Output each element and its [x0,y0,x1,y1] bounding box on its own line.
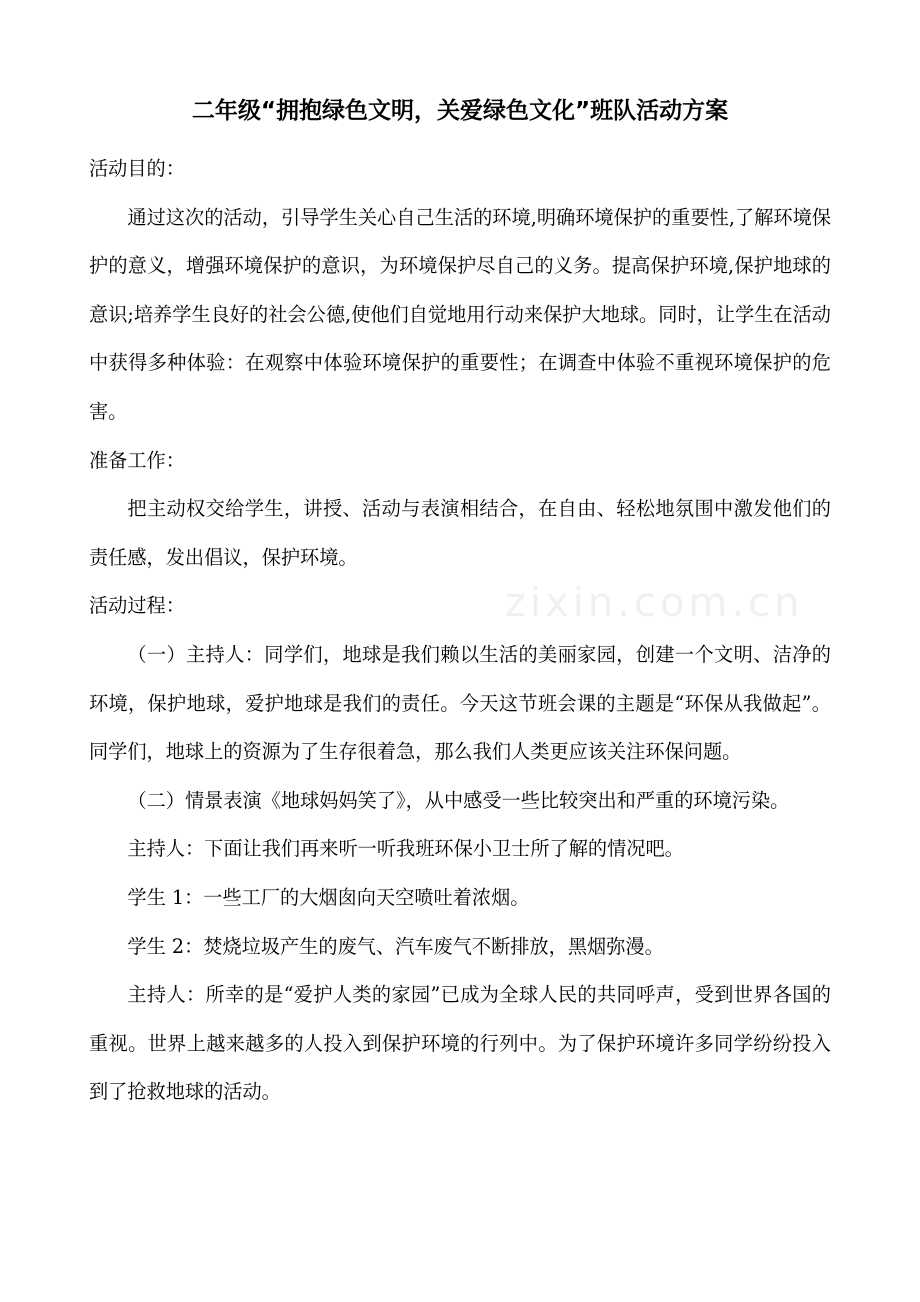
section-heading-preparation: 准备工作： [89,448,185,472]
document-title: 二年级“拥抱绿色文明，关爱绿色文化”班队活动方案 [191,98,729,124]
document-body [89,145,831,1117]
watermark-text: zixin.com.cn [505,580,804,626]
paragraph-host-line-1: 主持人：下面让我们再来听一听我班环保小卫士所了解的情况吧。 [127,837,684,861]
paragraph-preparation: 把主动权交给学生，讲授、活动与表演相结合，在自由、轻松地氛围中激发他们的责任感，发出倡议，保护环境。 [89,497,831,569]
section-heading-purpose: 活动目的： [89,157,185,180]
paragraph-student-2: 学生 2：焚烧垃圾产生的废气、汽车废气不断排放，黑烟弥漫。 [127,934,664,958]
paragraph-process-step-2: （二）情景表演《地球妈妈笑了》，从中感受一些比较突出和严重的环境污染。 [127,788,790,812]
paragraph-process-step-1: （一）主持人：同学们，地球是我们赖以生活的美丽家园，创建一个文明、洁净的环境，保护地球，爱护地球是我们的责任。今天这节班会课的主题是“环保从我做起”。同学们，地球上的资源为了生存很着急，那么我们人类更应该关注环保问题。 [89,642,831,764]
section-heading-process: 活动过程： [89,594,185,618]
paragraph-purpose: 通过这次的活动，引导学生关心自己生活的环境,明确环境保护的重要性,了解环境保护的意义，增强环境保护的意识，为环境保护尽自己的义务。提高保护环境,保护地球的意识;培养学生良好的社会公德,使他们自觉地用行动来保护大地球。同时，让学生在活动中获得多种体验：在观察中体验环境保护的重要性；在调查中体验不重视环境保护的危害。 [89,205,831,423]
paragraph-host-line-2: 主持人：所幸的是“爱护人类的家园”已成为全球人民的共同呼声，受到世界各国的重视。世界上越来越多的人投入到保护环境的行列中。为了保护环境许多同学纷纷投入到了抢救地球的活动。 [89,983,831,1104]
paragraph-student-1: 学生 1：一些工厂的大烟囱向天空喷吐着浓烟。 [127,885,530,909]
